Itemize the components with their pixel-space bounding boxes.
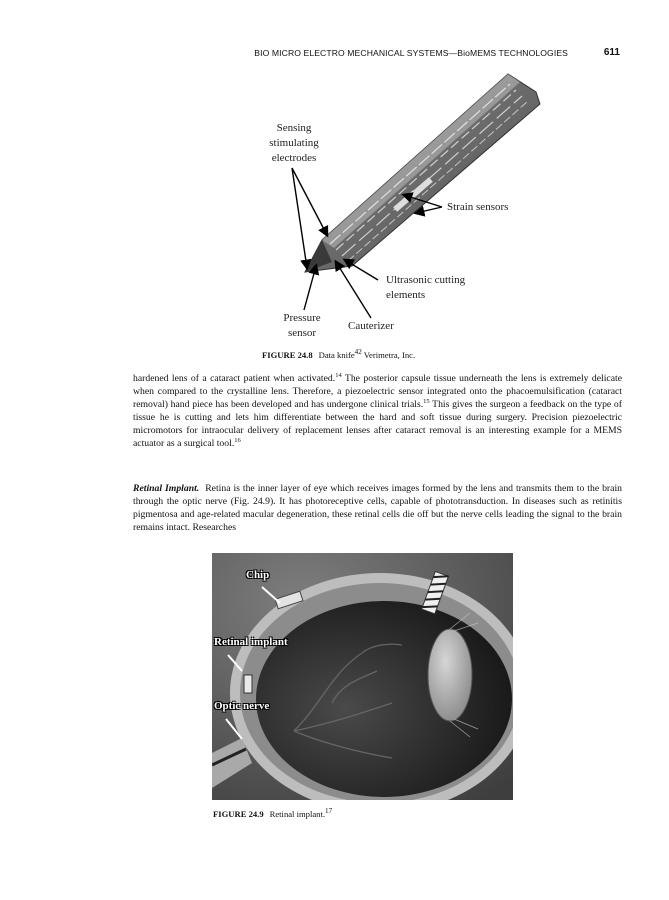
eye-illustration [212, 553, 513, 800]
caption-tail: Verimetra, Inc. [361, 349, 416, 360]
figure-data-knife [0, 0, 669, 370]
label-line: elements [386, 289, 426, 301]
running-title: BIO MICRO ELECTRO MECHANICAL SYSTEMS—BioMEMS TECHNOLOGIES [254, 48, 568, 58]
citation: 15 [423, 397, 430, 405]
text-run: This gives the surgeon a feedback on the type of tissue he is cutting and lets him differentiate between the hard and soft tissue during surgery. Precision piezoelectric micromotors for intraocular delivery of replacement lenses after cataract removal is an interesting example for a MEMS actuator as a surgical tool. [133, 399, 622, 449]
label-pressure-sensor [274, 311, 330, 341]
citation: 16 [234, 436, 241, 444]
page-number: 611 [603, 47, 620, 58]
label-line: Sensing [276, 122, 312, 134]
figure-caption-24-8 [262, 348, 415, 360]
text-run: hardened lens of a cataract patient when activated. [133, 373, 336, 384]
label-ultrasonic-cutting [386, 273, 465, 303]
caption-ref: 17 [325, 807, 333, 815]
label-line: electrodes [271, 152, 317, 164]
label-chip: Chip [246, 569, 270, 581]
caption-text: Retinal implant. [269, 808, 325, 819]
label-cauterizer: Cauterizer [348, 320, 394, 332]
data-knife-illustration [0, 0, 669, 370]
label-optic-nerve: Optic nerve [214, 700, 270, 712]
section-heading: Retinal Implant. [133, 483, 200, 494]
knife-body [305, 74, 540, 272]
figure-caption-24-9 [213, 807, 332, 819]
label-strain-sensors: Strain sensors [447, 201, 509, 213]
body-paragraph-1 [133, 372, 622, 450]
label-line: sensor [287, 327, 317, 339]
caption-ref: 42 [354, 348, 362, 356]
caption-number: FIGURE 24.8 [262, 349, 313, 360]
label-line: stimulating [269, 137, 319, 149]
citation: 14 [335, 371, 342, 379]
text-run: Retina is the inner layer of eye which receives images formed by the lens and transmits them to the brain through the optic nerve (Fig. 24.9). It has photoreceptive cells, capable of phototransduction. In diseases such as retinitis pigmentosa and age-related macular degeneration, these retinal cells die off but the nerve cells leading the signal to the brain remains intact. Researches [133, 483, 622, 533]
caption-text: Data knife [318, 349, 355, 360]
label-sensing-electrodes [250, 121, 338, 166]
figure-retinal-implant [212, 553, 513, 800]
label-line: Pressure [283, 312, 321, 324]
label-line: Ultrasonic cutting [386, 274, 466, 286]
text-run: The posterior capsule tissue underneath the lens is extremely delicate when compared to the crystalline lens. Therefore, a piezoelectric sensor integrated onto the phacoemulsification (cataract removal) hand piece has been developed and has undergone clinical trials. [133, 373, 622, 410]
body-paragraph-2 [133, 482, 622, 534]
label-retinal-implant: Retinal implant [214, 636, 288, 648]
caption-number: FIGURE 24.9 [213, 808, 264, 819]
